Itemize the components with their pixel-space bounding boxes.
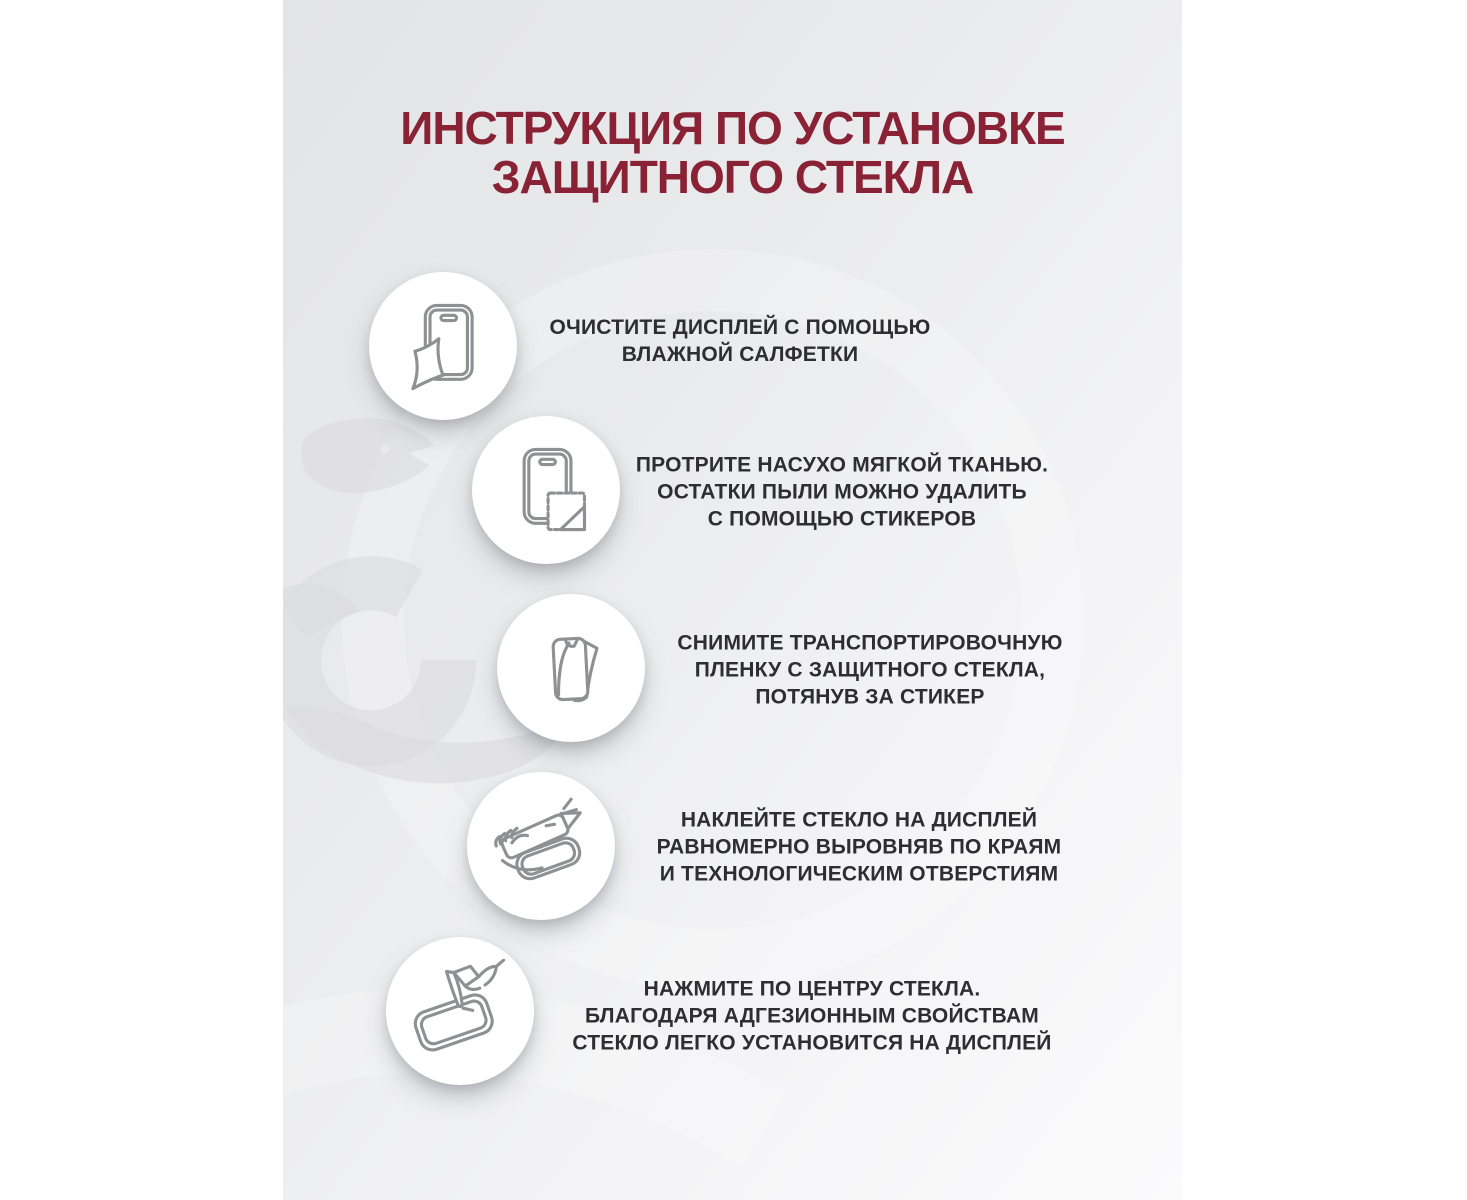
step-text-line: РАВНОМЕРНО ВЫРОВНЯВ ПО КРАЯМ [656, 835, 1062, 859]
step-text-line: ОЧИСТИТЕ ДИСПЛЕЙ С ПОМОЩЬЮ [549, 316, 931, 339]
step-text-line: ПЛЕНКУ С ЗАЩИТНОГО СТЕКЛА, [694, 658, 1046, 682]
step-text-line: СТЕКЛО ЛЕГКО УСТАНОВИТСЯ НА ДИСПЛЕЙ [572, 1031, 1052, 1055]
step-text-line: ПРОТРИТЕ НАСУХО МЯГКОЙ ТКАНЬЮ. [635, 453, 1049, 477]
step-text-line: НАКЛЕЙТЕ СТЕКЛО НА ДИСПЛЕЙ [680, 808, 1038, 832]
step-5-icon-circle [386, 937, 534, 1085]
apply-glass-icon [489, 794, 593, 898]
page-title [283, 104, 1182, 202]
page-title-line-1: ИНСТРУКЦИЯ ПО УСТАНОВКЕ [400, 102, 1065, 154]
step-1-text [460, 314, 1020, 368]
step-text-line: ПОТЯНУВ ЗА СТИКЕР [755, 685, 985, 709]
step-text-line: И ТЕХНОЛОГИЧЕСКИМ ОТВЕРСТИЯМ [659, 862, 1059, 886]
page-title-line-2: ЗАЩИТНОГО СТЕКЛА [491, 151, 974, 203]
step-3-text [590, 630, 1150, 711]
instruction-poster [283, 0, 1182, 1200]
step-4-text [579, 807, 1139, 888]
step-text-line: ОСТАТКИ ПЫЛИ МОЖНО УДАЛИТЬ [657, 480, 1027, 504]
step-text-line: ВЛАЖНОЙ САЛФЕТКИ [621, 343, 859, 366]
step-text-line: БЛАГОДАРЯ АДГЕЗИОННЫМ СВОЙСТВАМ [585, 1004, 1039, 1028]
press-glass-icon [408, 959, 512, 1063]
step-text-line: НАЖМИТЕ ПО ЦЕНТРУ СТЕКЛА. [643, 977, 981, 1001]
step-text-line: СНИМИТЕ ТРАНСПОРТИРОВОЧНУЮ [677, 631, 1063, 655]
step-2-text [562, 452, 1122, 533]
step-5-text [532, 976, 1092, 1057]
step-text-line: С ПОМОЩЬЮ СТИКЕРОВ [707, 507, 977, 531]
